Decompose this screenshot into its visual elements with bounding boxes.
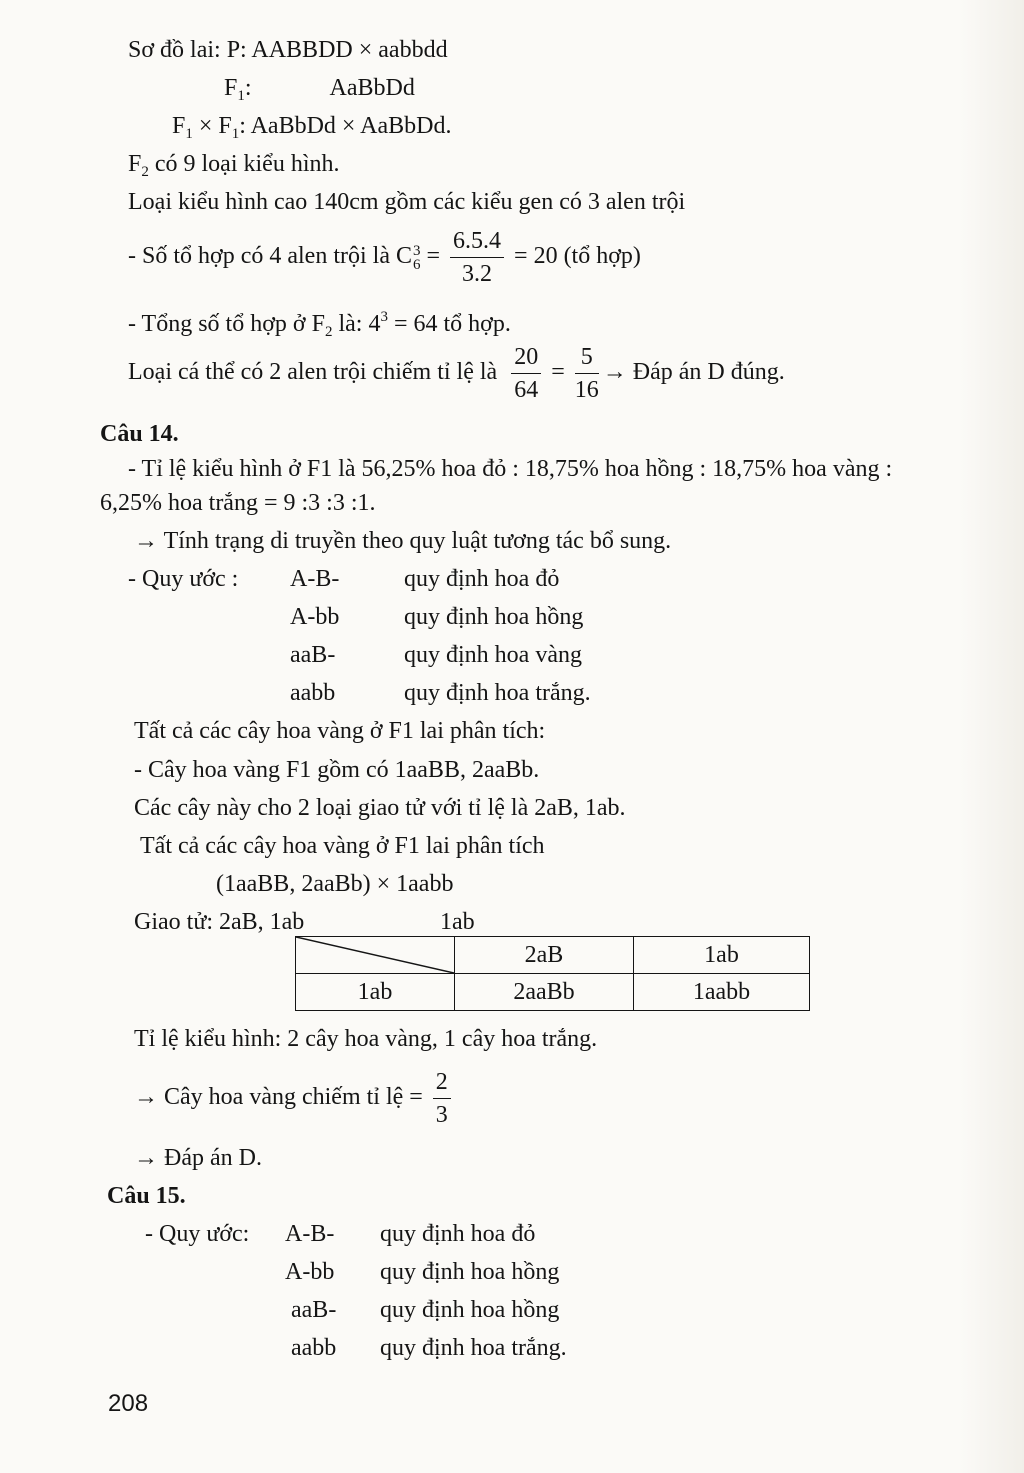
convention-genotype: aabb (290, 680, 336, 706)
combination-count-line: - Số tổ hợp có 4 alen trội là C 3 6 = $\frac{6.5.4}{3.2}$ = 20 (tổ hợp) (128, 225, 641, 290)
test-cross-line-2: Tất cả các cây hoa vàng ở F1 lai phân tích (140, 833, 545, 859)
conclusion-line: → Tính trạng di truyền theo quy luật tương tác bổ sung. (134, 528, 672, 554)
convention-text: quy định hoa đỏ (380, 1221, 536, 1247)
f2-phenotypes-line: $F_2$ có 9 loại kiểu hình. (128, 151, 340, 180)
total-combination-line: - Tổng số tổ hợp ở $F_2$ là: $4^3 = 64$ tổ hợp. (128, 309, 511, 340)
cross-formula: (1aaBB, 2aaBb) × 1aabb (216, 871, 454, 897)
page-edge-shadow (960, 0, 1024, 1473)
convention-genotype: A-B- (285, 1221, 335, 1247)
fraction-20-64: $\frac{20}{64}$ (511, 341, 541, 406)
fraction-5-16: $\frac{5}{16}$ (575, 341, 599, 406)
table-header-cell: 1ab (634, 937, 810, 974)
punnett-table (295, 936, 810, 1011)
convention-genotype: A-bb (290, 604, 340, 630)
gametes-line: Giao tử: 2aB, 1ab (134, 909, 305, 935)
f1-cross-line: $F_1 \times F_1$: AaBbDd × AaBbDd. (172, 113, 452, 142)
convention-text: quy định hoa hồng (380, 1259, 560, 1285)
convention-label: - Quy ước : (128, 566, 239, 592)
cross-scheme-line: Sơ đồ lai: P: AABBDD × aabbdd (128, 37, 448, 63)
convention-genotype: aaB- (290, 642, 336, 668)
fraction-2-3: $\frac{2}{3}$ (433, 1066, 451, 1131)
convention-text: quy định hoa trắng. (404, 680, 591, 706)
question-15-heading: Câu 15. (107, 1183, 186, 1209)
convention-text: quy định hoa vàng (404, 642, 582, 668)
convention-genotype: A-B- (290, 566, 340, 592)
f1-line: $F_1$: AaBbDd (224, 75, 415, 104)
answer-line: → Đáp án D. (134, 1145, 262, 1171)
ratio-line: Loại cá thể có 2 alen trội chiếm tỉ lệ là $\frac{20}{64}$ = $\frac{5}{16}$ → Đáp án D đúng. (128, 341, 785, 406)
table-cell: 1aabb (634, 974, 810, 1011)
convention-text: quy định hoa trắng. (380, 1335, 567, 1361)
f1-ratio-line-cont: 6,25% hoa trắng = 9 :3 :3 :1. (100, 490, 376, 516)
phenotype-result-line: Tỉ lệ kiểu hình: 2 cây hoa vàng, 1 cây hoa trắng. (134, 1026, 598, 1052)
test-cross-line: Tất cả các cây hoa vàng ở F1 lai phân tích: (134, 718, 546, 744)
gamete-ratio-line: Các cây này cho 2 loại giao tử với tỉ lệ là 2aB, 1ab. (134, 795, 626, 821)
table-row-header: 1ab (296, 974, 455, 1011)
convention-text: quy định hoa hồng (404, 604, 584, 630)
convention-text: quy định hoa đỏ (404, 566, 560, 592)
yellow-f1-line: - Cây hoa vàng F1 gồm có 1aaBB, 2aaBb. (134, 757, 540, 783)
f1-ratio-line: - Tỉ lệ kiểu hình ở F1 là 56,25% hoa đỏ : 18,75% hoa hồng : 18,75% hoa vàng : (128, 456, 893, 482)
convention-label: - Quy ước: (145, 1221, 250, 1247)
yellow-ratio-line: → Cây hoa vàng chiếm tỉ lệ = $\frac{2}{3}$ (134, 1066, 455, 1131)
gametes-recessive: 1ab (440, 909, 475, 935)
height-class-line: Loại kiểu hình cao 140cm gồm các kiểu gen có 3 alen trội (128, 189, 686, 215)
table-header-cell: 2aB (455, 937, 634, 974)
table-corner (296, 937, 455, 974)
question-14-heading: Câu 14. (100, 421, 179, 447)
convention-genotype: aaB- (291, 1297, 337, 1323)
page-number: 208 (108, 1390, 149, 1417)
convention-text: quy định hoa hồng (380, 1297, 560, 1323)
convention-genotype: A-bb (285, 1259, 335, 1285)
convention-genotype: aabb (291, 1335, 337, 1361)
fraction-combination: $\frac{6.5.4}{3.2}$ (450, 225, 504, 290)
table-cell: 2aaBb (455, 974, 634, 1011)
